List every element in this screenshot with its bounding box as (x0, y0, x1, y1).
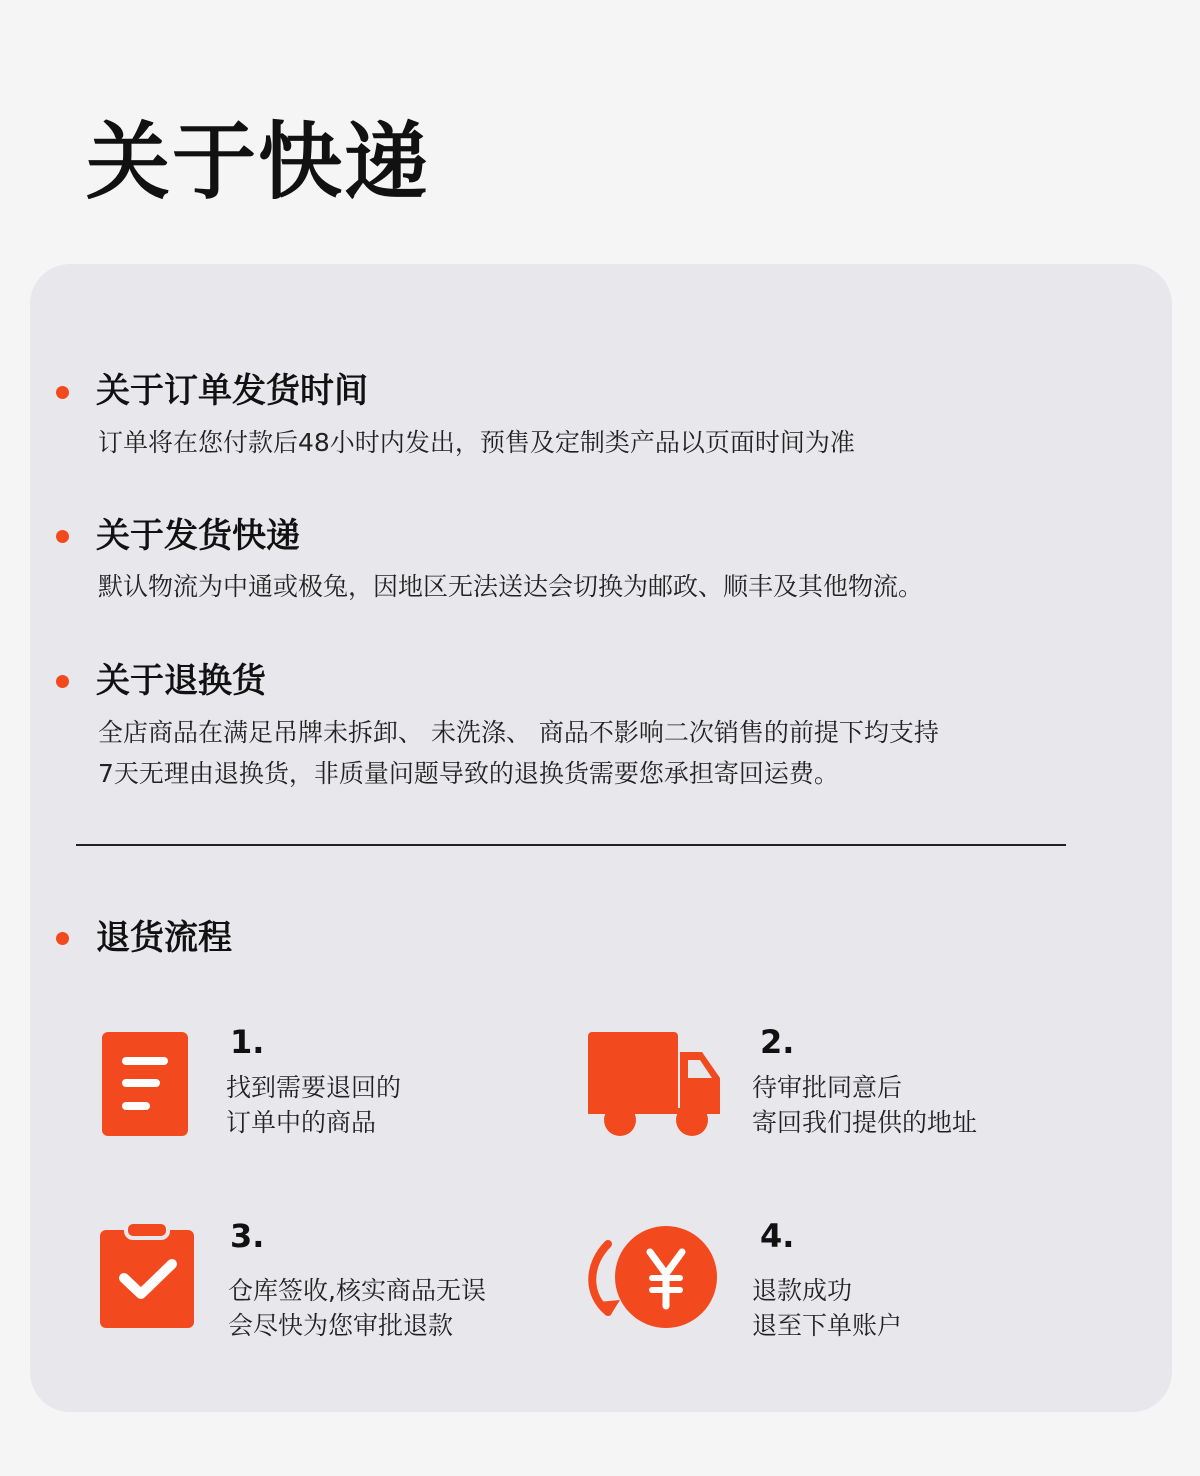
step-number: 1. (230, 1023, 265, 1061)
truck-icon (588, 1032, 722, 1138)
yuan-refund-icon (580, 1224, 720, 1330)
step-text: 会尽快为您审批退款 (228, 1311, 454, 1340)
clipboard-check-icon (100, 1222, 196, 1330)
section-body: 全店商品在满足吊牌未拆卸、 未洗涤、 商品不影响二次销售的前提下均支持 (98, 718, 939, 747)
step-number: 2. (760, 1023, 795, 1061)
bullet-dot (56, 530, 69, 543)
step-text: 退款成功 (752, 1276, 853, 1305)
step-number: 4. (760, 1217, 795, 1255)
step-text: 寄回我们提供的地址 (752, 1108, 978, 1137)
section-title: 关于退换货 (96, 661, 266, 701)
step-text: 待审批同意后 (752, 1073, 903, 1102)
section-title: 退货流程 (96, 918, 232, 958)
bullet-dot (56, 932, 69, 945)
page-title: 关于快递 (86, 113, 431, 211)
document-icon (102, 1032, 188, 1138)
step-text: 订单中的商品 (226, 1108, 377, 1137)
section-body: 默认物流为中通或极兔，因地区无法送达会切换为邮政、顺丰及其他物流。 (98, 572, 924, 601)
section-title: 关于订单发货时间 (96, 371, 368, 411)
info-card (30, 264, 1172, 1412)
section-body: 订单将在您付款后48小时内发出，预售及定制类产品以页面时间为准 (98, 428, 855, 457)
step-number: 3. (230, 1217, 265, 1255)
step-text: 找到需要退回的 (226, 1073, 402, 1102)
section-body: 7天无理由退换货，非质量问题导致的退换货需要您承担寄回运费。 (98, 759, 839, 788)
divider (76, 844, 1066, 846)
step-text: 退至下单账户 (752, 1311, 903, 1340)
bullet-dot (56, 386, 69, 399)
bullet-dot (56, 675, 69, 688)
section-title: 关于发货快递 (96, 516, 300, 556)
step-text: 仓库签收,核实商品无误 (228, 1276, 486, 1305)
